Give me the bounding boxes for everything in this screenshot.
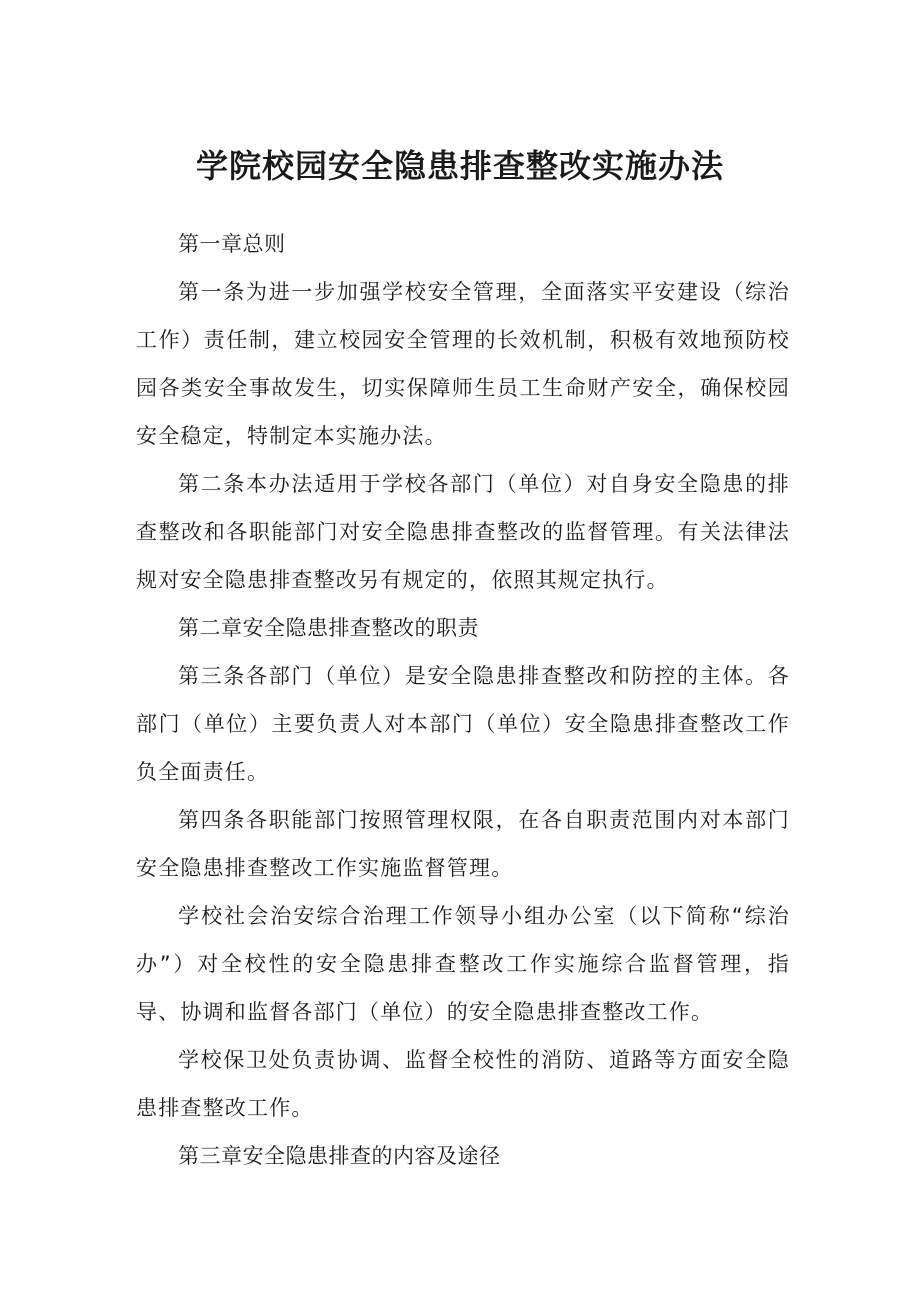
chapter-heading: 第三章安全隐患排查的内容及途径 (178, 1144, 501, 1168)
chapter-heading: 第一章总则 (178, 232, 286, 256)
body-paragraph: 学校保卫处负责协调、监督全校性的消防、道路等方面安全隐患排查整改工作。 (136, 1048, 790, 1120)
body-paragraph: 学校社会治安综合治理工作领导小组办公室（以下简称“综治办”）对全校性的安全隐患排查整改工作实施综合监督管理，指导、协调和监督各部门（单位）的安全隐患排查整改工作。 (136, 904, 790, 1024)
article-paragraph: 第二条本办法适用于学校各部门（单位）对自身安全隐患的排查整改和各职能部门对安全隐患排查整改的监督管理。有关法律法规对安全隐患排查整改另有规定的，依照其规定执行。 (136, 472, 790, 592)
chapter-heading: 第二章安全隐患排查整改的职责 (178, 616, 479, 640)
article-paragraph: 第三条各部门（单位）是安全隐患排查整改和防控的主体。各部门（单位）主要负责人对本部门（单位）安全隐患排查整改工作负全面责任。 (136, 664, 790, 784)
document-title: 学院校园安全隐患排查整改实施办法 (195, 147, 724, 185)
article-paragraph: 第四条各职能部门按照管理权限，在各自职责范围内对本部门安全隐患排查整改工作实施监督管理。 (136, 808, 790, 880)
document-body (136, 220, 790, 1180)
article-paragraph: 第一条为进一步加强学校安全管理，全面落实平安建设（综治工作）责任制，建立校园安全管理的长效机制，积极有效地预防校园各类安全事故发生，切实保障师生员工生命财产安全，确保校园安全稳定，特制定本实施办法。 (136, 280, 790, 448)
